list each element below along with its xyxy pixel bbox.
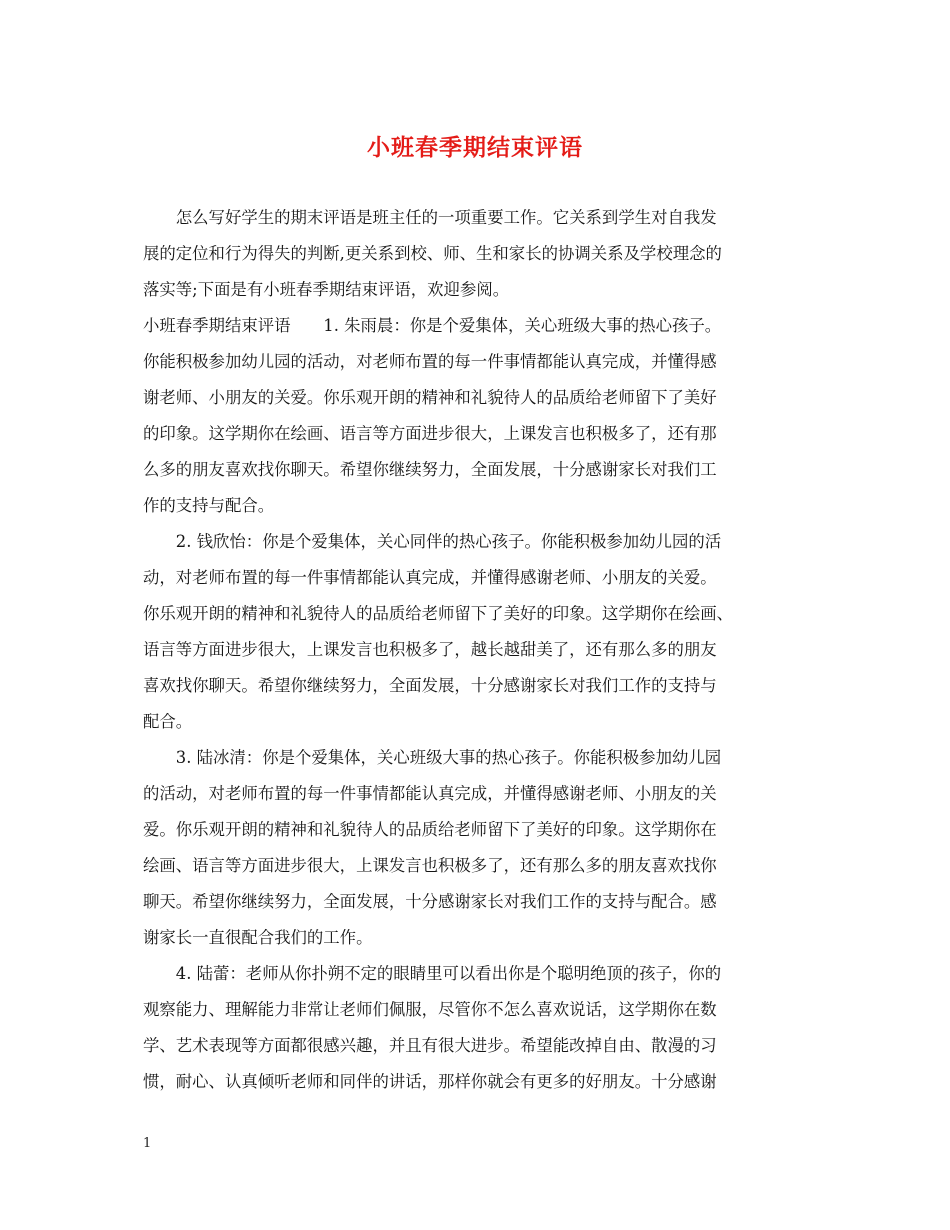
body-line: 动，对老师布置的每一件事情都能认真完成，并懂得感谢老师、小朋友的关爱。 xyxy=(143,568,717,587)
body-line: 么多的朋友喜欢找你聊天。希望你继续努力，全面发展，十分感谢家长对我们工 xyxy=(143,460,717,479)
body-line: 你能积极参加幼儿园的活动，对老师布置的每一件事情都能认真完成，并懂得感 xyxy=(143,352,717,371)
body-line: 配合。 xyxy=(143,712,193,731)
body-line: 语言等方面进步很大，上课发言也积极多了，越长越甜美了，还有那么多的朋友 xyxy=(143,640,717,659)
body-line: 喜欢找你聊天。希望你继续努力，全面发展，十分感谢家长对我们工作的支持与 xyxy=(143,676,717,695)
body-line: 绘画、语言等方面进步很大，上课发言也积极多了，还有那么多的朋友喜欢找你 xyxy=(143,856,717,875)
body-line: 小班春季期结束评语 1. 朱雨晨：你是个爱集体，关心班级大事的热心孩子。 xyxy=(143,316,722,335)
body-line: 的印象。这学期你在绘画、语言等方面进步很大，上课发言也积极多了，还有那 xyxy=(143,424,717,443)
body-line: 你乐观开朗的精神和礼貌待人的品质给老师留下了美好的印象。这学期你在绘画、 xyxy=(143,604,734,623)
body-line: 惯，耐心、认真倾听老师和同伴的讲话，那样你就会有更多的好朋友。十分感谢 xyxy=(143,1072,717,1091)
body-line: 展的定位和行为得失的判断,更关系到校、师、生和家长的协调关系及学校理念的 xyxy=(143,244,722,263)
body-line: 落实等;下面是有小班春季期结束评语，欢迎参阅。 xyxy=(143,280,510,299)
body-line: 爱。你乐观开朗的精神和礼貌待人的品质给老师留下了美好的印象。这学期你在 xyxy=(143,820,717,839)
body-line: 怎么写好学生的期末评语是班主任的一项重要工作。它关系到学生对自我发 xyxy=(143,208,717,227)
document-title: 小班春季期结束评语 xyxy=(367,134,583,161)
body-line: 的活动，对老师布置的每一件事情都能认真完成，并懂得感谢老师、小朋友的关 xyxy=(143,784,717,803)
body-line: 谢老师、小朋友的关爱。你乐观开朗的精神和礼貌待人的品质给老师留下了美好 xyxy=(143,388,717,407)
body-line: 学、艺术表现等方面都很感兴趣，并且有很大进步。希望能改掉自由、散漫的习 xyxy=(143,1036,717,1055)
body-line: 观察能力、理解能力非常让老师们佩服，尽管你不怎么喜欢说话，这学期你在数 xyxy=(143,1000,717,1019)
body-line: 2. 钱欣怡：你是个爱集体，关心同伴的热心孩子。你能积极参加幼儿园的活 xyxy=(143,532,722,551)
page-number: 1 xyxy=(143,1136,152,1151)
body-line: 4. 陆蕾：老师从你扑朔不定的眼睛里可以看出你是个聪明绝顶的孩子，你的 xyxy=(143,964,722,983)
body-line: 作的支持与配合。 xyxy=(143,496,275,515)
body-line: 谢家长一直很配合我们的工作。 xyxy=(143,928,373,947)
body-line: 3. 陆冰清：你是个爱集体，关心班级大事的热心孩子。你能积极参加幼儿园 xyxy=(143,748,722,767)
body-line: 聊天。希望你继续努力，全面发展，十分感谢家长对我们工作的支持与配合。感 xyxy=(143,892,717,911)
